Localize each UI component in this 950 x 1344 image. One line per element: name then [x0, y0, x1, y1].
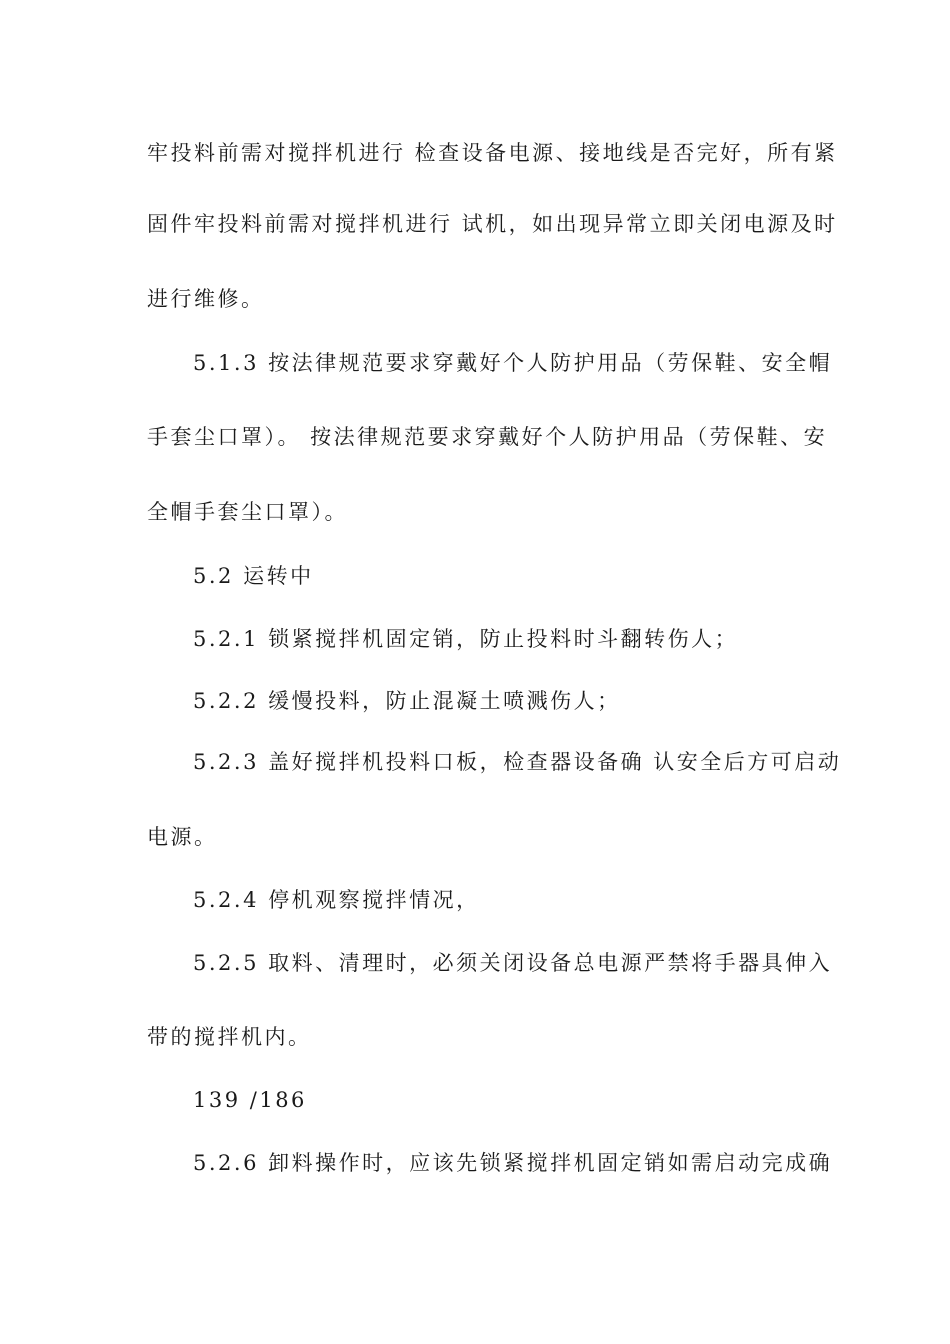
section-5-2-2: 5.2.2 缓慢投料，防止混凝土喷溅伤人；: [193, 689, 621, 713]
text-line: 手套尘口罩）。 按法律规范要求穿戴好个人防护用品（劳保鞋、安: [147, 425, 828, 449]
section-5-2-1: 5.2.1 锁紧搅拌机固定销，防止投料时斗翻转伤人；: [193, 627, 739, 651]
text-line: 电源。: [147, 825, 218, 849]
text-line: 牢投料前需对搅拌机进行 检查设备电源、接地线是否完好，所有紧: [147, 141, 838, 165]
text-line: 全帽手套尘口罩）。: [147, 500, 348, 524]
section-heading-5-2: 5.2 运转中: [193, 564, 314, 588]
section-5-1-3: 5.1.3 按法律规范要求穿戴好个人防护用品（劳保鞋、安全帽: [193, 351, 833, 375]
page-number: 139 /186: [193, 1088, 307, 1112]
section-5-2-5: 5.2.5 取料、清理时，必须关闭设备总电源严禁将手器具伸入: [193, 951, 833, 975]
section-5-2-3: 5.2.3 盖好搅拌机投料口板，检查器设备确 认安全后方可启动: [193, 750, 842, 774]
section-5-2-4: 5.2.4 停机观察搅拌情况，: [193, 888, 480, 912]
text-line: 进行维修。: [147, 287, 265, 311]
text-line: 带的搅拌机内。: [147, 1025, 312, 1049]
section-5-2-6: 5.2.6 卸料操作时，应该先锁紧搅拌机固定销如需启动完成确: [193, 1151, 833, 1175]
text-line: 固件牢投料前需对搅拌机进行 试机，如出现异常立即关闭电源及时: [147, 212, 838, 236]
